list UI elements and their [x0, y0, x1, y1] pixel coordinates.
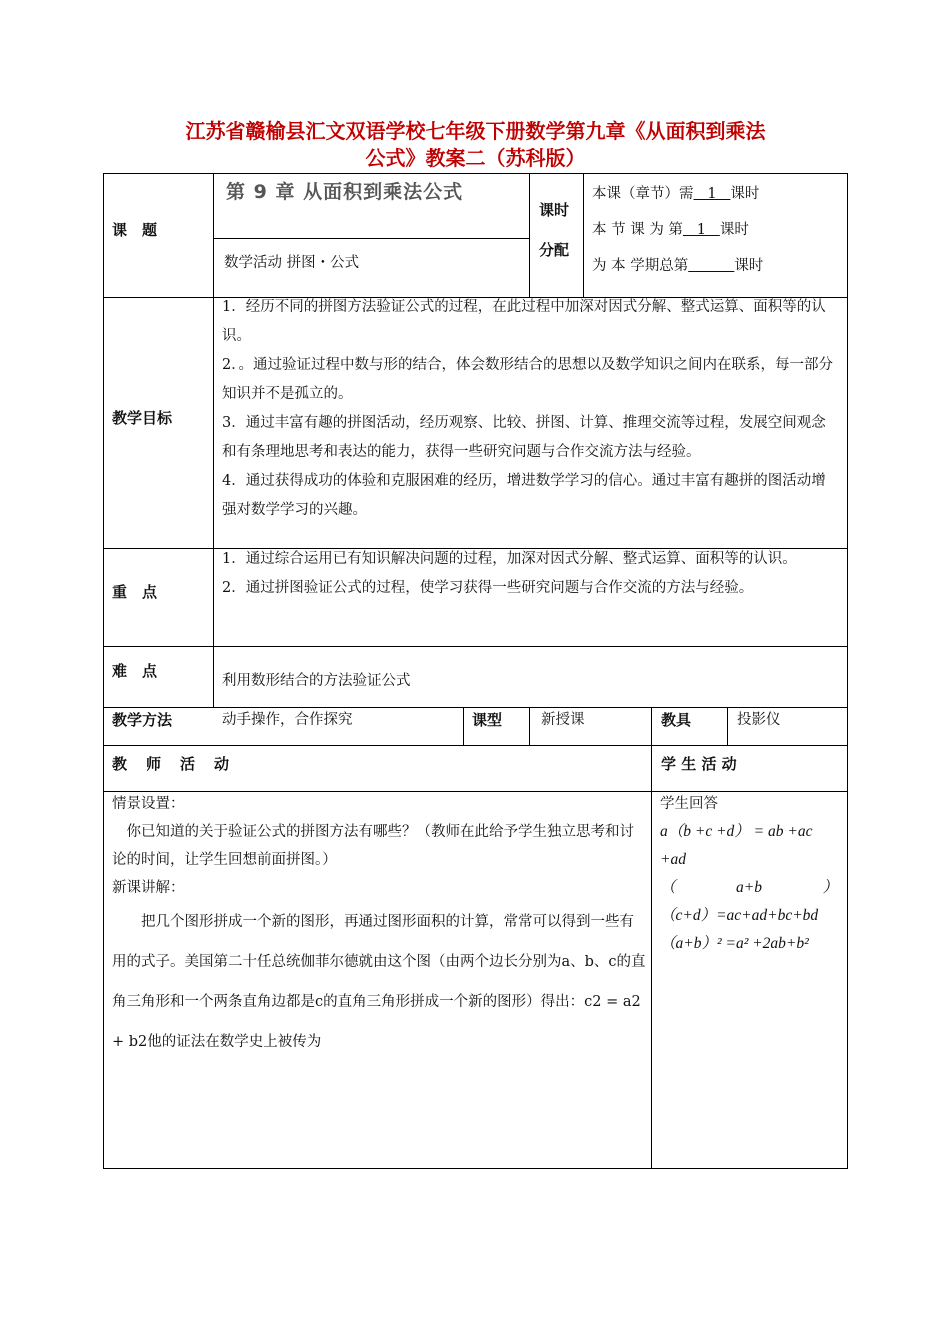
tool-label: 教具	[661, 711, 692, 729]
title-line-2: 公式》教案二（苏科版）	[365, 146, 586, 170]
time-line-3: 为 本 学期总第 课时	[592, 258, 764, 274]
student-equation: （c+d）=ac+ad+bc+bd	[660, 907, 819, 924]
title-line-1: 江苏省赣榆县汇文双语学校七年级下册数学第九章《从面积到乘法	[185, 119, 766, 143]
key-point-item: 1．通过综合运用已有知识解决问题的过程，加深对因式分解、整式运算、面积等的认识。	[222, 551, 797, 567]
student-equation: （ a+b ）	[660, 879, 838, 896]
teacher-line: 把几个图形拼成一个新的图形，再通过图形面积的计算，常常可以得到一些有用的式子。美国第二十任总统伽菲尔德就由这个图（由两个边长分别为a、b、c的直角三角形和一个两条直角边都是c的直角三角形拼成一个新的图形）得出：c2 = a2 + b2他的证法在数学史上被传为	[112, 914, 646, 1050]
student-activity-header: 学 生 活 动	[661, 755, 737, 773]
student-equation: （a+b）² =a² +2ab+b²	[660, 935, 809, 952]
time-label-2: 分配	[539, 241, 570, 259]
teacher-activity-header: 教 师 活 动	[112, 755, 232, 773]
key-points-label: 重 点	[112, 583, 158, 601]
method-value: 动手操作，合作探究	[222, 712, 353, 728]
document-title	[103, 118, 848, 172]
time-value-2: 1	[682, 222, 720, 238]
type-value: 新授课	[541, 712, 585, 728]
objective-item: 2．。通过验证过程中数与形的结合，体会数形结合的思想以及数学知识之间内在联系，每一部分知识并不是孤立的。	[222, 357, 833, 402]
student-equation: a（b +c +d） = ab +ac +ad	[660, 823, 813, 868]
objective-item: 4．通过获得成功的体验和克服困难的经历，增进数学学习的信心。通过丰富有趣拼的图活动增强对数学学习的兴趣。	[222, 473, 826, 518]
difficulty-text: 利用数形结合的方法验证公式	[222, 673, 411, 689]
time-label-1: 课时	[539, 201, 570, 219]
time-line-2: 本 节 课 为 第 1 课时	[592, 222, 749, 238]
student-title: 学生回答	[660, 796, 718, 812]
chapter-title: 第 9 章 从面积到乘法公式	[226, 181, 464, 203]
teacher-activity-body	[112, 790, 646, 1062]
time-line-1: 本课（章节）需 1 课时	[592, 186, 760, 202]
student-activity-body	[660, 790, 842, 958]
method-label: 教学方法	[112, 711, 173, 729]
teacher-line: 你已知道的关于验证公式的拼图方法有哪些？（教师在此给予学生独立思考和讨论的时间，让学生回想前面拼图。）	[112, 824, 634, 868]
difficulty-label: 难 点	[112, 662, 158, 680]
time-value-1: 1	[693, 186, 731, 202]
teacher-line: 新课讲解：	[112, 880, 185, 896]
objective-item: 3．通过丰富有趣的拼图活动，经历观察、比较、拼图、计算、推理交流等过程，发展空间观念和有条理地思考和表达的能力，获得一些研究问题与合作交流方法与经验。	[222, 415, 826, 460]
teacher-line: 情景设置：	[112, 796, 185, 812]
objectives-label: 教学目标	[112, 409, 173, 427]
key-points-list	[222, 545, 840, 603]
topic-label: 课 题	[112, 221, 158, 239]
tool-value: 投影仪	[737, 712, 781, 728]
objective-item: 1．经历不同的拼图方法验证公式的过程，在此过程中加深对因式分解、整式运算、面积等的认识。	[222, 299, 826, 344]
objectives-list	[222, 293, 840, 525]
time-value-3	[688, 258, 734, 274]
section-title: 数学活动 拼图・公式	[224, 255, 360, 271]
key-point-item: 2．通过拼图验证公式的过程，使学习获得一些研究问题与合作交流的方法与经验。	[222, 580, 754, 596]
type-label: 课型	[472, 711, 503, 729]
